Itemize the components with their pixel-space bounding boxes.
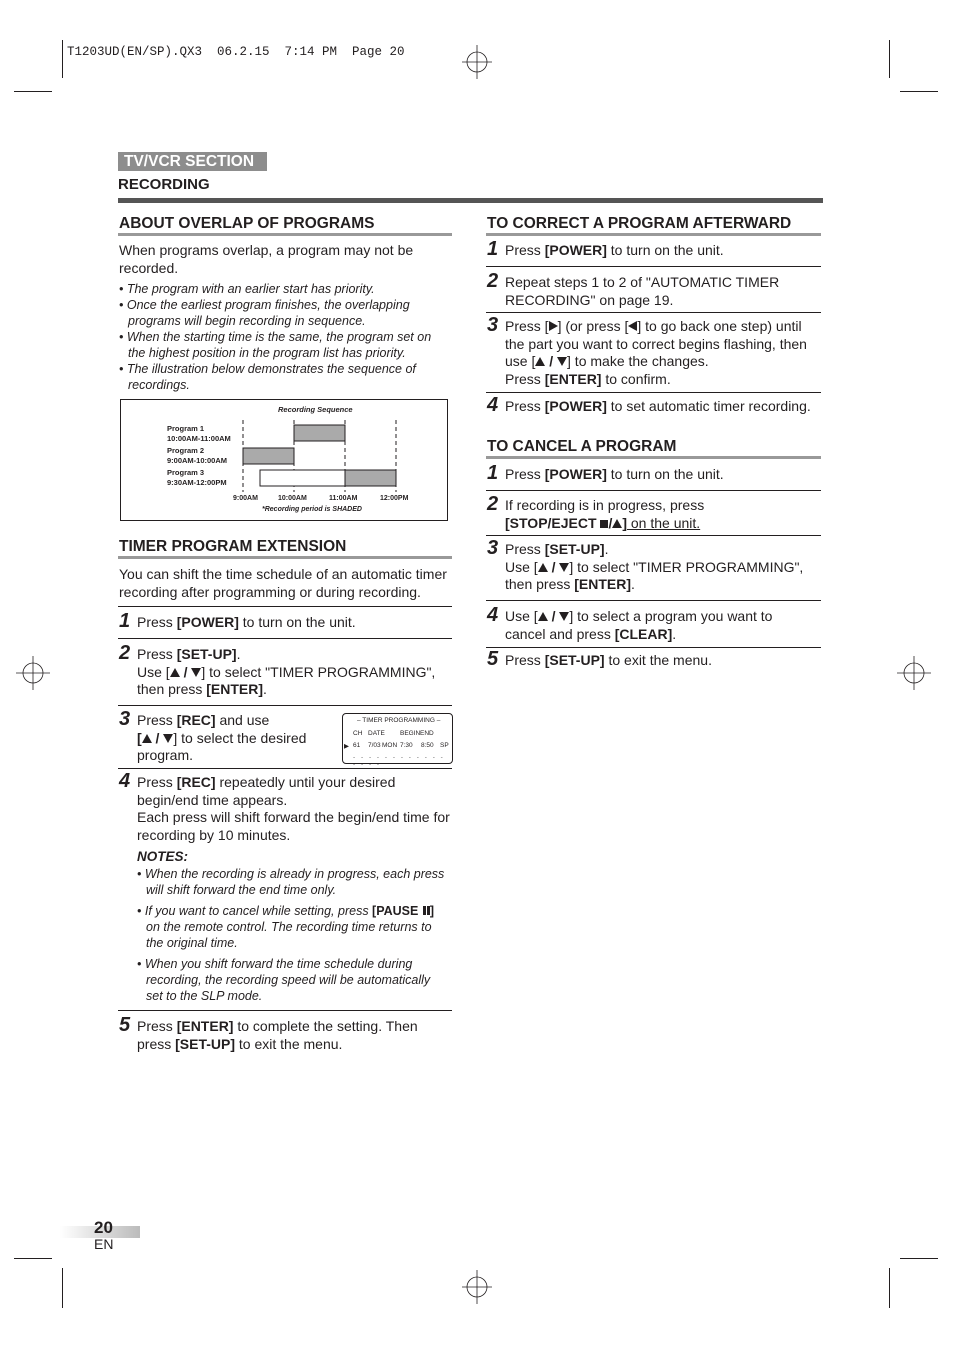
recording-sequence-diagram (120, 399, 448, 521)
notes-heading: NOTES: (137, 849, 189, 864)
timer-intro: You can shift the time schedule of an automatic timer recording after programming or during recording. (119, 566, 447, 600)
step-number: 4 (487, 394, 499, 416)
step-number: 2 (119, 642, 131, 664)
divider (118, 606, 452, 607)
screen-title: – TIMER PROGRAMMING – (357, 717, 441, 724)
timer-step-3: Press [REC] and use [ / ] to select the desired program. (137, 712, 307, 763)
crop-mark (14, 1258, 52, 1259)
timer-step-5: Press [ENTER] to complete the setting. Then press [SET-UP] to exit the menu. (137, 1018, 418, 1052)
time-label: 9:00AM (233, 495, 258, 502)
up-arrow-icon (538, 612, 548, 621)
screen-cell: 7/03 (368, 742, 381, 749)
print-header: T1203UD(EN/SP).QX3 06.2.15 7:14 PM Page 20 (67, 45, 405, 59)
step-number: 3 (487, 314, 499, 336)
cancel-step-1: Press [POWER] to turn on the unit. (505, 466, 724, 482)
divider (118, 705, 452, 706)
divider (486, 266, 821, 267)
program-1-time: 10:00AM-11:00AM (167, 434, 231, 443)
cancel-step-5: Press [SET-UP] to exit the menu. (505, 652, 712, 668)
note: • If you want to cancel while setting, press [PAUSE ] on the remote control. The recording time returns to the original time. (137, 904, 434, 950)
step-number: 1 (487, 238, 499, 260)
cursor-arrow-icon: ▶ (344, 743, 349, 750)
registration-mark-icon (462, 1270, 492, 1304)
time-label: 11:00AM (329, 495, 358, 502)
cancel-step-2: If recording is in progress, press [STOP/EJECT / ] on the unit. (505, 497, 705, 531)
time-label: 10:00AM (278, 495, 307, 502)
crop-mark (900, 1258, 938, 1259)
section-tag: TV/VCR SECTION (118, 152, 267, 171)
down-arrow-icon (557, 357, 567, 366)
program-3-time: 9:30AM-12:00PM (167, 478, 227, 487)
heading-underline (118, 233, 452, 236)
screen-cell: 61 (353, 742, 361, 749)
screen-cell: 7:30 (400, 742, 413, 749)
divider (486, 647, 821, 648)
step-number: 4 (119, 770, 131, 792)
down-arrow-icon (559, 563, 569, 572)
cancel-step-3: Press [SET-UP]. Use [ / ] to select "TIMER PROGRAMMING", then press [ENTER]. (505, 541, 804, 592)
crop-mark (889, 1268, 890, 1308)
down-arrow-icon (191, 668, 201, 677)
crop-mark (900, 91, 938, 92)
correct-step-2: Repeat steps 1 to 2 of "AUTOMATIC TIMER RECORDING" on page 19. (505, 274, 780, 308)
up-arrow-icon (170, 668, 180, 677)
section-divider (118, 198, 823, 203)
step-number: 4 (487, 604, 499, 626)
time-label: 12:00PM (380, 495, 409, 502)
screen-cell: MON (382, 742, 398, 749)
divider (486, 600, 821, 601)
overlap-bullets (119, 281, 451, 393)
step-number: 5 (487, 648, 499, 670)
registration-mark-icon (462, 45, 492, 79)
bullet: • When the starting time is the same, the program set on the highest position in the program list has priority. (119, 330, 432, 360)
down-arrow-icon (559, 612, 569, 621)
divider (118, 768, 452, 769)
step-number: 2 (487, 493, 499, 515)
step-number: 3 (487, 537, 499, 559)
up-arrow-icon (535, 357, 545, 366)
page-number: 20 (94, 1218, 113, 1237)
down-arrow-icon (163, 734, 173, 743)
timer-step-2: Press [SET-UP]. Use [ / ] to select "TIMER PROGRAMMING", then press [ENTER]. (137, 646, 436, 697)
up-arrow-icon (538, 563, 548, 572)
registration-mark-icon (16, 656, 50, 690)
correct-step-4: Press [POWER] to set automatic timer recording. (505, 398, 811, 414)
crop-mark (889, 40, 890, 78)
registration-mark-icon (897, 656, 931, 690)
divider (486, 312, 821, 313)
screen-col: DATE (368, 730, 385, 737)
heading-underline (118, 556, 452, 559)
eject-icon (612, 519, 622, 528)
heading-underline (486, 456, 821, 459)
screen-cell: 8:50 (421, 742, 434, 749)
step-number: 2 (487, 270, 499, 292)
overlap-heading: ABOUT OVERLAP OF PROGRAMS (119, 215, 375, 232)
screen-col: CH (353, 730, 363, 737)
divider (486, 392, 821, 393)
bullet: • The program with an earlier start has priority. (119, 282, 375, 296)
heading-underline (486, 233, 821, 236)
overlap-intro: When programs overlap, a program may not be recorded. (119, 242, 414, 276)
timer-step-4: Press [REC] repeatedly until your desired begin/end time appears. Each press will shift forward the begin/end time for recording by 10 minutes. (137, 774, 450, 843)
diagram-footnote: *Recording period is SHADED (262, 506, 362, 513)
divider (486, 535, 821, 536)
bullet: • Once the earliest program finishes, the overlapping programs will begin recording in sequence. (119, 298, 410, 328)
cancel-program-heading: TO CANCEL A PROGRAM (487, 438, 677, 455)
program-3-name: Program 3 (167, 468, 205, 477)
diagram-title: Recording Sequence (278, 405, 353, 414)
cancel-step-4: Use [ / ] to select a program you want to cancel and press [CLEAR]. (505, 608, 773, 642)
divider (118, 1010, 452, 1011)
notes-list (137, 866, 449, 1004)
screen-col: BEGIN (400, 730, 421, 737)
divider (118, 638, 452, 639)
crop-mark (62, 1268, 63, 1308)
timer-programming-screen (342, 713, 453, 768)
step-number: 5 (119, 1014, 131, 1036)
note: • When the recording is already in progress, each press will shift forward the end time only. (137, 867, 445, 897)
screen-col: END (420, 730, 434, 737)
correct-step-3: Press [ ] (or press [ ] to go back one step) until the part you want to correct begins flashing, then use [ / ] to make the changes. Press [ENTER] to confirm. (505, 318, 807, 387)
timer-step-1: Press [POWER] to turn on the unit. (137, 614, 356, 630)
step-number: 1 (487, 462, 499, 484)
screen-cell: SP (440, 742, 449, 749)
timer-extension-heading: TIMER PROGRAM EXTENSION (119, 538, 347, 555)
program-2-name: Program 2 (167, 446, 205, 455)
forward-arrow-icon (549, 321, 558, 331)
correct-program-heading: TO CORRECT A PROGRAM AFTERWARD (487, 215, 792, 232)
correct-step-1: Press [POWER] to turn on the unit. (505, 242, 724, 258)
note: • When you shift forward the time schedule during recording, the recording speed will be automatically set to the SLP mode. (137, 957, 431, 1003)
bullet: • The illustration below demonstrates the sequence of recordings. (119, 362, 416, 392)
step-number: 1 (119, 610, 131, 632)
crop-mark (62, 40, 63, 78)
section-title: RECORDING (118, 176, 210, 193)
pause-icon (423, 906, 426, 915)
step-number: 3 (119, 708, 131, 730)
language-code: EN (94, 1236, 114, 1252)
divider (486, 490, 821, 491)
program-1-name: Program 1 (167, 424, 205, 433)
screen-empty-row: - - - - - - - - - - - - - - - - (353, 754, 445, 768)
program-2-time: 9:00AM-10:00AM (167, 456, 228, 465)
crop-mark (14, 91, 52, 92)
up-arrow-icon (142, 734, 152, 743)
